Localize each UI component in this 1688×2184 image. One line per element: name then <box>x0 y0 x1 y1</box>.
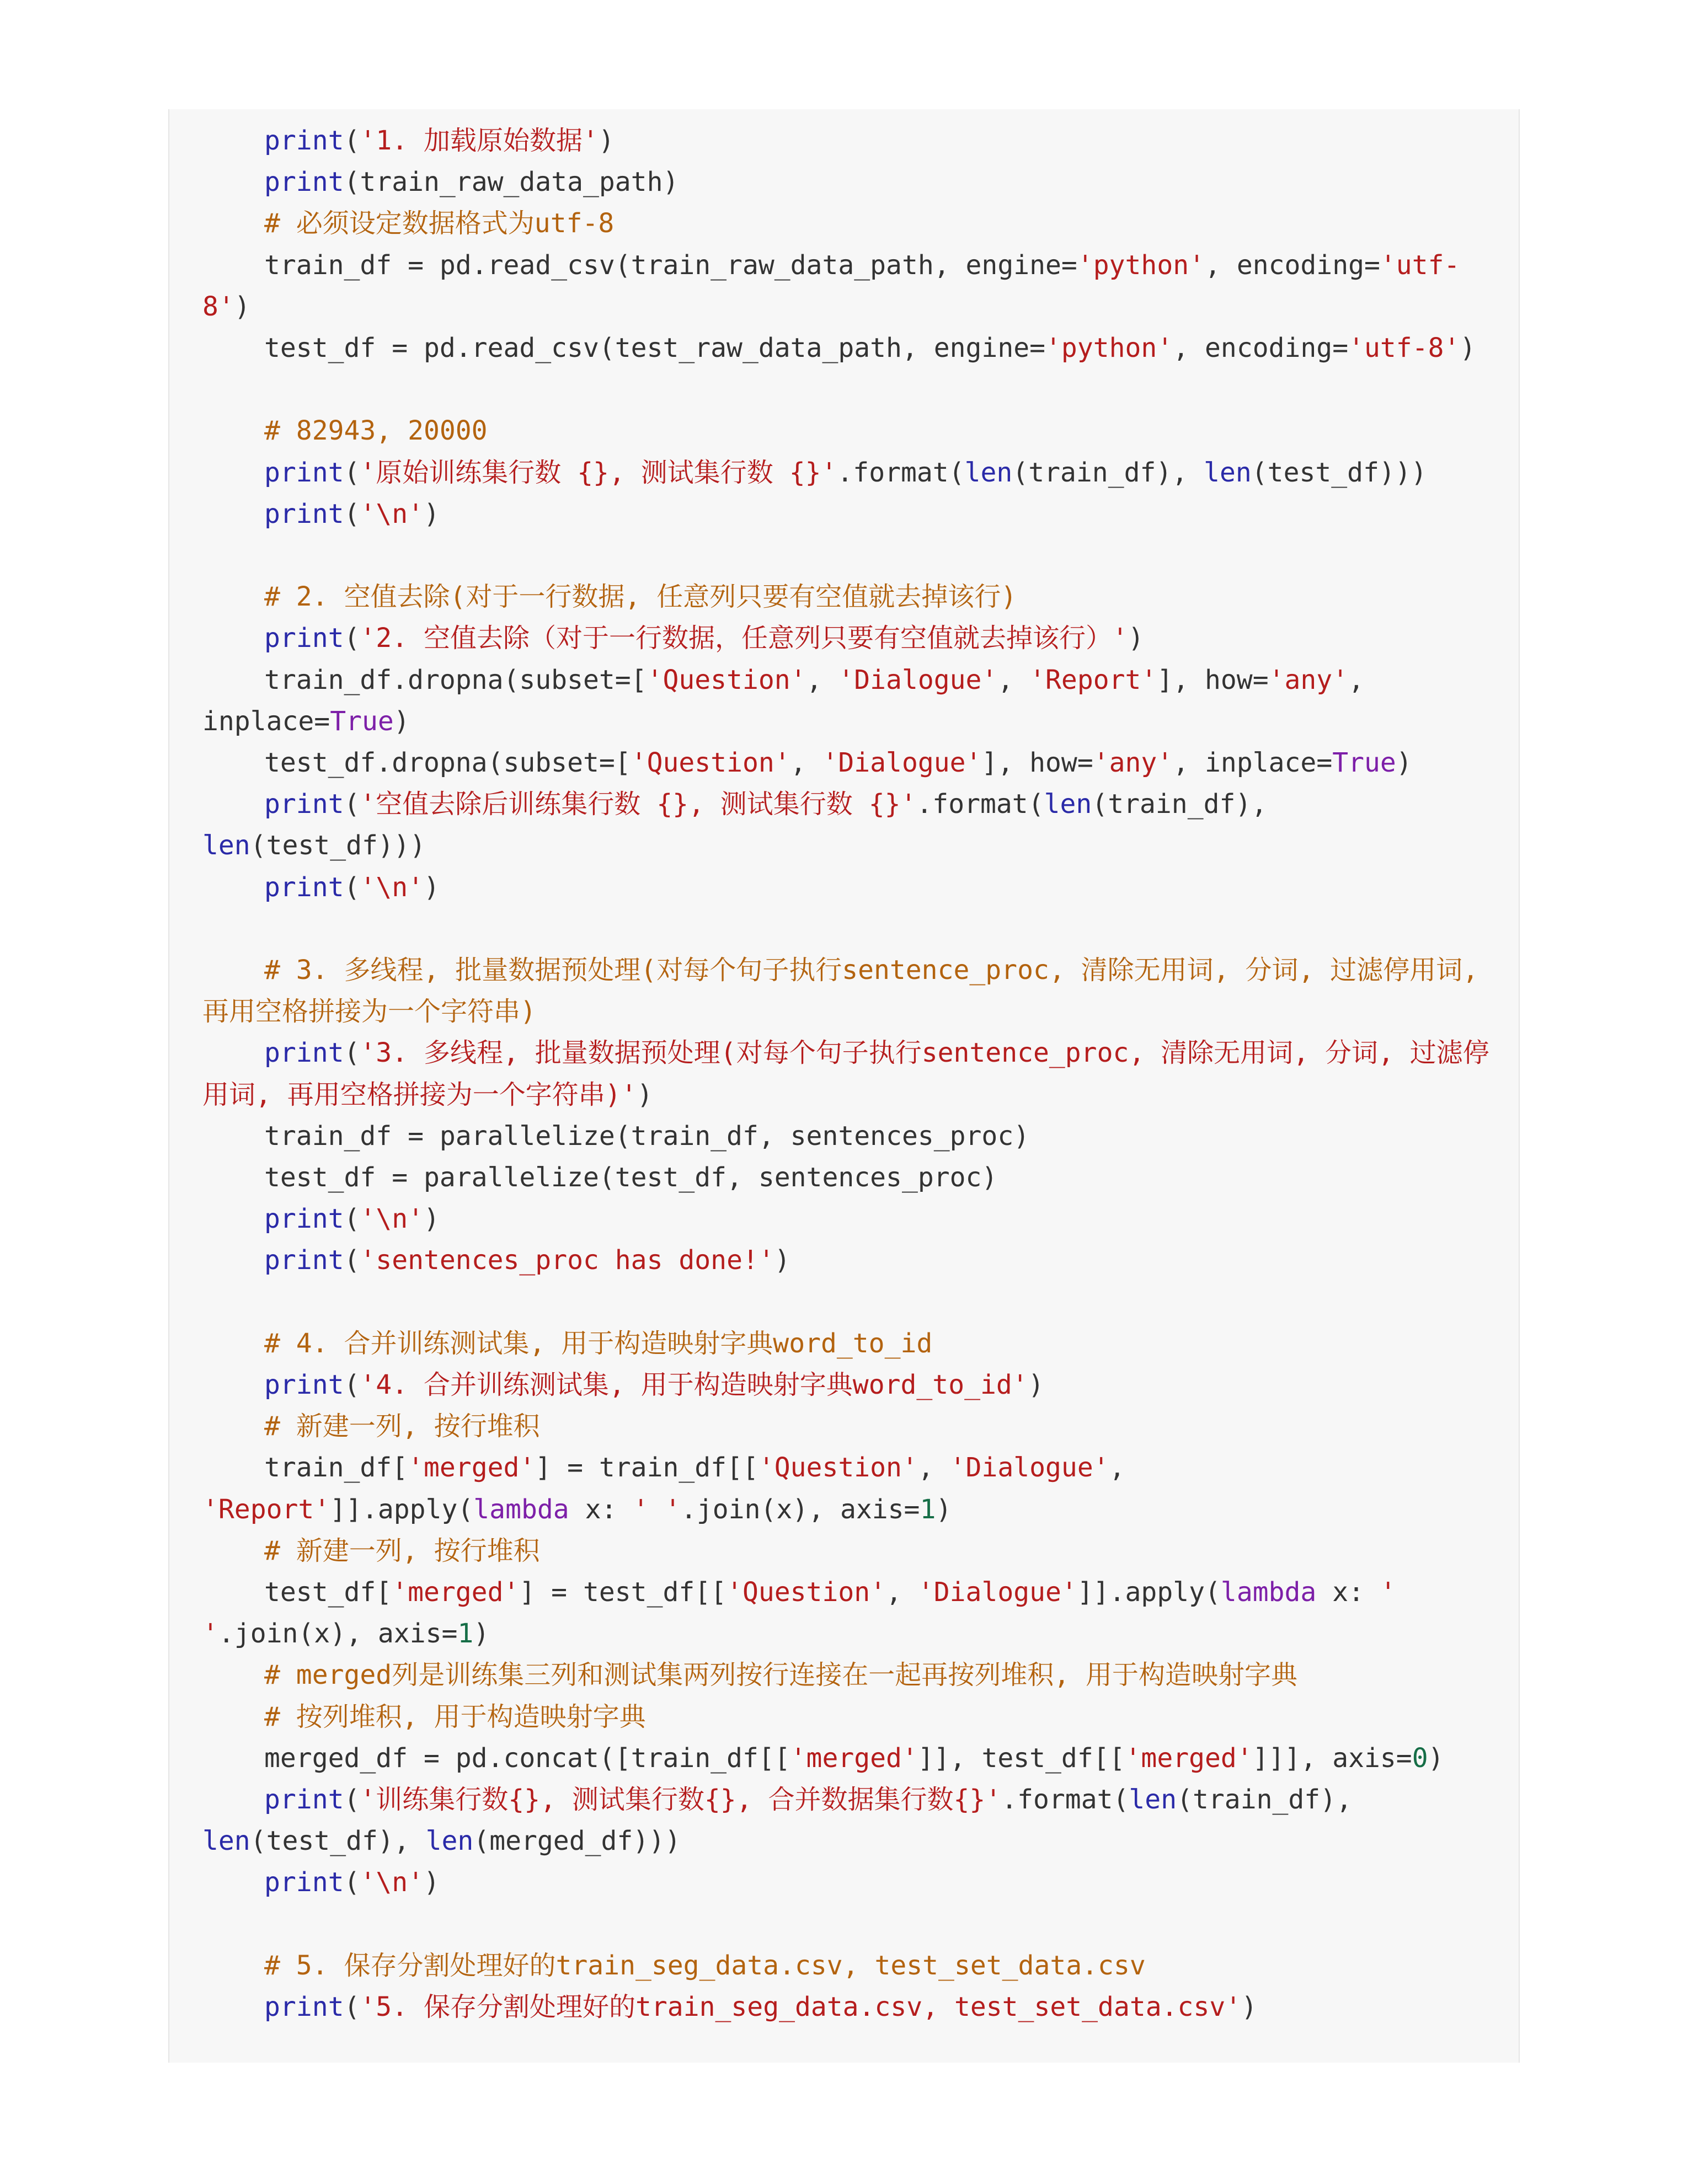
comment: # merged列是训练集三列和测试集两列按行连接在一起再按列堆积, 用于构造映射字典 <box>264 1660 1297 1691</box>
code-text: ( <box>344 1867 360 1898</box>
string: 'merged' <box>392 1577 520 1608</box>
code-line <box>202 1945 1146 1987</box>
code-line <box>202 534 264 576</box>
keyword: print <box>264 871 344 903</box>
code-text: ) <box>1241 1992 1258 2022</box>
code-text: ( <box>344 1992 360 2022</box>
code-text: .format( <box>837 457 965 488</box>
string: 'any' <box>1268 664 1349 695</box>
string: ' <box>1380 1577 1396 1608</box>
code-line <box>202 1903 264 1945</box>
builtin: True <box>330 705 394 737</box>
code-text: train_df = pd.read_csv(train_raw_data_path, engine= <box>264 249 1077 281</box>
code-text: test_df[ <box>264 1577 392 1608</box>
code-line <box>202 327 1476 369</box>
code-text: ( <box>344 1784 360 1815</box>
code-text: ] = test_df[[ <box>519 1577 727 1608</box>
code-text: ( <box>344 871 360 903</box>
code-line <box>202 576 1017 618</box>
code-text: ( <box>344 1369 360 1400</box>
code-text: , <box>997 664 1030 695</box>
number: 1 <box>920 1494 936 1525</box>
code-line <box>202 742 1412 784</box>
code-text: , encoding= <box>1205 249 1380 281</box>
string: '\n' <box>360 871 424 903</box>
code-text: ) <box>1396 747 1412 778</box>
string: 'Question' <box>758 1452 918 1484</box>
code-text: (train_df), <box>1177 1784 1352 1815</box>
code-line <box>202 700 410 742</box>
keyword: print <box>264 457 344 488</box>
string: '原始训练集行数 {}, 测试集行数 {}' <box>360 457 837 488</box>
code-line <box>202 1323 932 1364</box>
string: 'merged' <box>408 1452 536 1484</box>
code-line <box>202 1861 440 1903</box>
string: 'Dialogue' <box>917 1577 1077 1608</box>
code-text: ]].apply( <box>1077 1577 1221 1608</box>
keyword: print <box>264 623 344 654</box>
string: 8' <box>202 291 234 322</box>
code-text: train_df = parallelize(train_df, sentences_proc) <box>264 1120 1030 1152</box>
code-text: train_df[ <box>264 1452 408 1484</box>
code-text: ( <box>344 125 360 156</box>
code-text: test_df = parallelize(test_df, sentences_proc) <box>264 1162 998 1193</box>
code-text: (test_df), <box>250 1826 426 1857</box>
code-text: (train_raw_data_path) <box>344 167 679 198</box>
keyword: print <box>264 125 344 156</box>
keyword: print <box>264 789 344 820</box>
code-block <box>168 109 1520 2063</box>
code-text: (train_df), <box>1092 789 1268 820</box>
code-text: ) <box>424 498 440 529</box>
code-line <box>202 493 440 535</box>
code-line <box>202 1115 1029 1157</box>
code-text: (test_df))) <box>250 830 426 861</box>
code-text: ) <box>473 1618 490 1650</box>
string: 'python' <box>1077 249 1205 281</box>
code-line <box>202 368 264 410</box>
code-text: ) <box>393 705 410 737</box>
keyword: print <box>264 498 344 529</box>
string: '5. 保存分割处理好的train_seg_data.csv, test_set_data.csv' <box>360 1992 1242 2022</box>
number: 1 <box>457 1618 474 1650</box>
code-line <box>202 452 1427 494</box>
string: ' <box>202 1618 218 1650</box>
code-text: ( <box>344 457 360 488</box>
code-text: ) <box>424 1203 440 1235</box>
code-line <box>202 991 536 1032</box>
code-line <box>202 1820 681 1862</box>
code-line <box>202 659 1364 701</box>
code-text: , <box>917 1452 950 1484</box>
string: '3. 多线程, 批量数据预处理(对每个句子执行sentence_proc, 清除无用词, 分词, 过滤停 <box>360 1037 1489 1069</box>
code-line <box>202 1198 440 1240</box>
code-line <box>202 161 679 203</box>
comment: # 2. 空值去除(对于一行数据, 任意列只要有空值就去掉该行) <box>264 581 1017 613</box>
comment: 再用空格拼接为一个字符串) <box>202 996 536 1027</box>
keyword: print <box>264 1203 344 1235</box>
code-text: ( <box>344 1203 360 1235</box>
comment: # 必须设定数据格式为utf-8 <box>264 208 615 239</box>
code-text: ]].apply( <box>330 1494 474 1525</box>
comment: # 新建一列, 按行堆积 <box>264 1411 540 1442</box>
code-text: ]], test_df[[ <box>917 1742 1125 1774</box>
code-text: test_df.dropna(subset=[ <box>264 747 631 778</box>
keyword: len <box>1129 1784 1177 1815</box>
keyword: print <box>264 1992 344 2022</box>
string: '\n' <box>360 1867 424 1898</box>
code-line <box>202 1032 1489 1074</box>
code-text: , <box>790 747 822 778</box>
code-line <box>202 617 1144 659</box>
code-line <box>202 1986 1257 2028</box>
code-text: ( <box>344 1037 360 1069</box>
string: 'Dialogue' <box>822 747 982 778</box>
code-line <box>202 1571 1396 1613</box>
comment: # 3. 多线程, 批量数据预处理(对每个句子执行sentence_proc, 清除无用词, 分词, 过滤停用词, <box>264 955 1479 986</box>
code-line <box>202 908 264 950</box>
code-line <box>202 1613 489 1655</box>
code-text: ) <box>1028 1369 1044 1400</box>
code-line <box>202 1364 1044 1406</box>
code-text: ] = train_df[[ <box>535 1452 758 1484</box>
code-text: ) <box>424 1867 440 1898</box>
string: 'Question' <box>647 664 806 695</box>
builtin: True <box>1332 747 1396 778</box>
code-text: ) <box>234 291 250 322</box>
code-line <box>202 949 1478 991</box>
code-text: ) <box>936 1494 952 1525</box>
code-text: ) <box>598 125 615 156</box>
code-line <box>202 1281 264 1323</box>
code-text: ], how= <box>981 747 1093 778</box>
string: 'Report' <box>1029 664 1157 695</box>
code-line <box>202 1654 1297 1696</box>
string: 用词, 再用空格拼接为一个字符串)' <box>202 1079 637 1110</box>
code-line <box>202 783 1267 825</box>
code-line <box>202 286 250 328</box>
string: 'sentences_proc has done!' <box>360 1245 774 1276</box>
code-text: ) <box>774 1245 790 1276</box>
string: '\n' <box>360 1203 424 1235</box>
code-line <box>202 825 426 866</box>
string: '空值去除后训练集行数 {}, 测试集行数 {}' <box>360 789 917 820</box>
code-line <box>202 1489 952 1530</box>
code-text: .join(x), axis= <box>680 1494 920 1525</box>
code-line <box>202 1696 646 1738</box>
builtin: lambda <box>473 1494 569 1525</box>
code-text: ( <box>344 789 360 820</box>
code-text: x: <box>1316 1577 1380 1608</box>
code-text: train_df.dropna(subset=[ <box>264 664 647 695</box>
string: ' ' <box>633 1494 681 1525</box>
code-text: , <box>1109 1452 1125 1484</box>
code-line <box>202 1737 1444 1779</box>
code-text: (merged_df))) <box>473 1826 681 1857</box>
code-line <box>202 1447 1125 1489</box>
code-text: ) <box>637 1079 653 1110</box>
comment: # 新建一列, 按行堆积 <box>264 1535 540 1566</box>
code-line <box>202 120 615 162</box>
keyword: print <box>264 1369 344 1400</box>
string: '2. 空值去除（对于一行数据，任意列只要有空值就去掉该行）' <box>360 623 1128 654</box>
code-text: test_df = pd.read_csv(test_raw_data_path, engine= <box>264 333 1046 363</box>
string: '训练集行数{}, 测试集行数{}, 合并数据集行数{}' <box>360 1784 1002 1815</box>
code-text: , <box>886 1577 918 1608</box>
keyword: len <box>964 457 1013 488</box>
string: '4. 合并训练测试集, 用于构造映射字典word_to_id' <box>360 1369 1028 1400</box>
code-text: , encoding= <box>1173 333 1349 363</box>
keyword: print <box>264 1867 344 1898</box>
code-line <box>202 202 614 244</box>
code-text: (test_df))) <box>1251 457 1427 488</box>
code-text: , <box>1348 664 1365 695</box>
string: 'utf-8' <box>1348 333 1460 363</box>
code-line <box>202 1405 540 1447</box>
string: 'merged' <box>790 1742 918 1774</box>
code-text: ) <box>1460 333 1476 363</box>
code-line <box>202 410 488 452</box>
comment: # 5. 保存分割处理好的train_seg_data.csv, test_set_data.csv <box>264 1950 1146 1981</box>
code-text: .join(x), axis= <box>218 1618 458 1650</box>
keyword: print <box>264 1784 344 1815</box>
code-text: ( <box>344 1245 360 1276</box>
string: 'Dialogue' <box>838 664 998 695</box>
keyword: print <box>264 1245 344 1276</box>
comment: # 82943, 20000 <box>264 415 488 447</box>
keyword: print <box>264 167 344 198</box>
code-line <box>202 866 440 908</box>
code-text: , inplace= <box>1173 747 1333 778</box>
keyword: print <box>264 1037 344 1069</box>
code-text: ( <box>344 623 360 654</box>
string: 'utf- <box>1380 249 1460 281</box>
comment: # 4. 合并训练测试集, 用于构造映射字典word_to_id <box>264 1327 933 1359</box>
string: '1. 加载原始数据' <box>360 125 599 156</box>
code-line <box>202 1157 997 1198</box>
string: 'Report' <box>202 1494 330 1525</box>
string: '\n' <box>360 498 424 529</box>
code-line <box>202 1239 790 1281</box>
code-line <box>202 1074 653 1116</box>
code-text: (train_df), <box>1012 457 1204 488</box>
comment: # 按列堆积, 用于构造映射字典 <box>264 1701 646 1732</box>
keyword: len <box>425 1826 474 1857</box>
string: 'any' <box>1093 747 1173 778</box>
number: 0 <box>1412 1742 1428 1774</box>
keyword: len <box>1204 457 1252 488</box>
code-text: ) <box>1128 623 1144 654</box>
code-line <box>202 244 1460 286</box>
builtin: lambda <box>1220 1577 1317 1608</box>
code-text: merged_df = pd.concat([train_df[[ <box>264 1742 790 1774</box>
code-text: inplace= <box>202 705 330 737</box>
string: 'Question' <box>631 747 790 778</box>
code-text: ( <box>344 498 360 529</box>
string: 'Question' <box>727 1577 886 1608</box>
keyword: len <box>202 1826 250 1857</box>
code-text: .format( <box>1001 1784 1129 1815</box>
code-text: ]]], axis= <box>1252 1742 1412 1774</box>
code-line <box>202 1530 540 1572</box>
code-text: .format( <box>916 789 1044 820</box>
code-text: , <box>806 664 838 695</box>
string: 'merged' <box>1125 1742 1253 1774</box>
keyword: len <box>202 830 250 861</box>
string: 'Dialogue' <box>949 1452 1109 1484</box>
code-line <box>202 1779 1352 1821</box>
string: 'python' <box>1045 333 1173 363</box>
code-text: x: <box>569 1494 633 1525</box>
code-text: ) <box>424 871 440 903</box>
keyword: len <box>1044 789 1092 820</box>
code-text: ) <box>1428 1742 1444 1774</box>
code-text: ], how= <box>1157 664 1269 695</box>
